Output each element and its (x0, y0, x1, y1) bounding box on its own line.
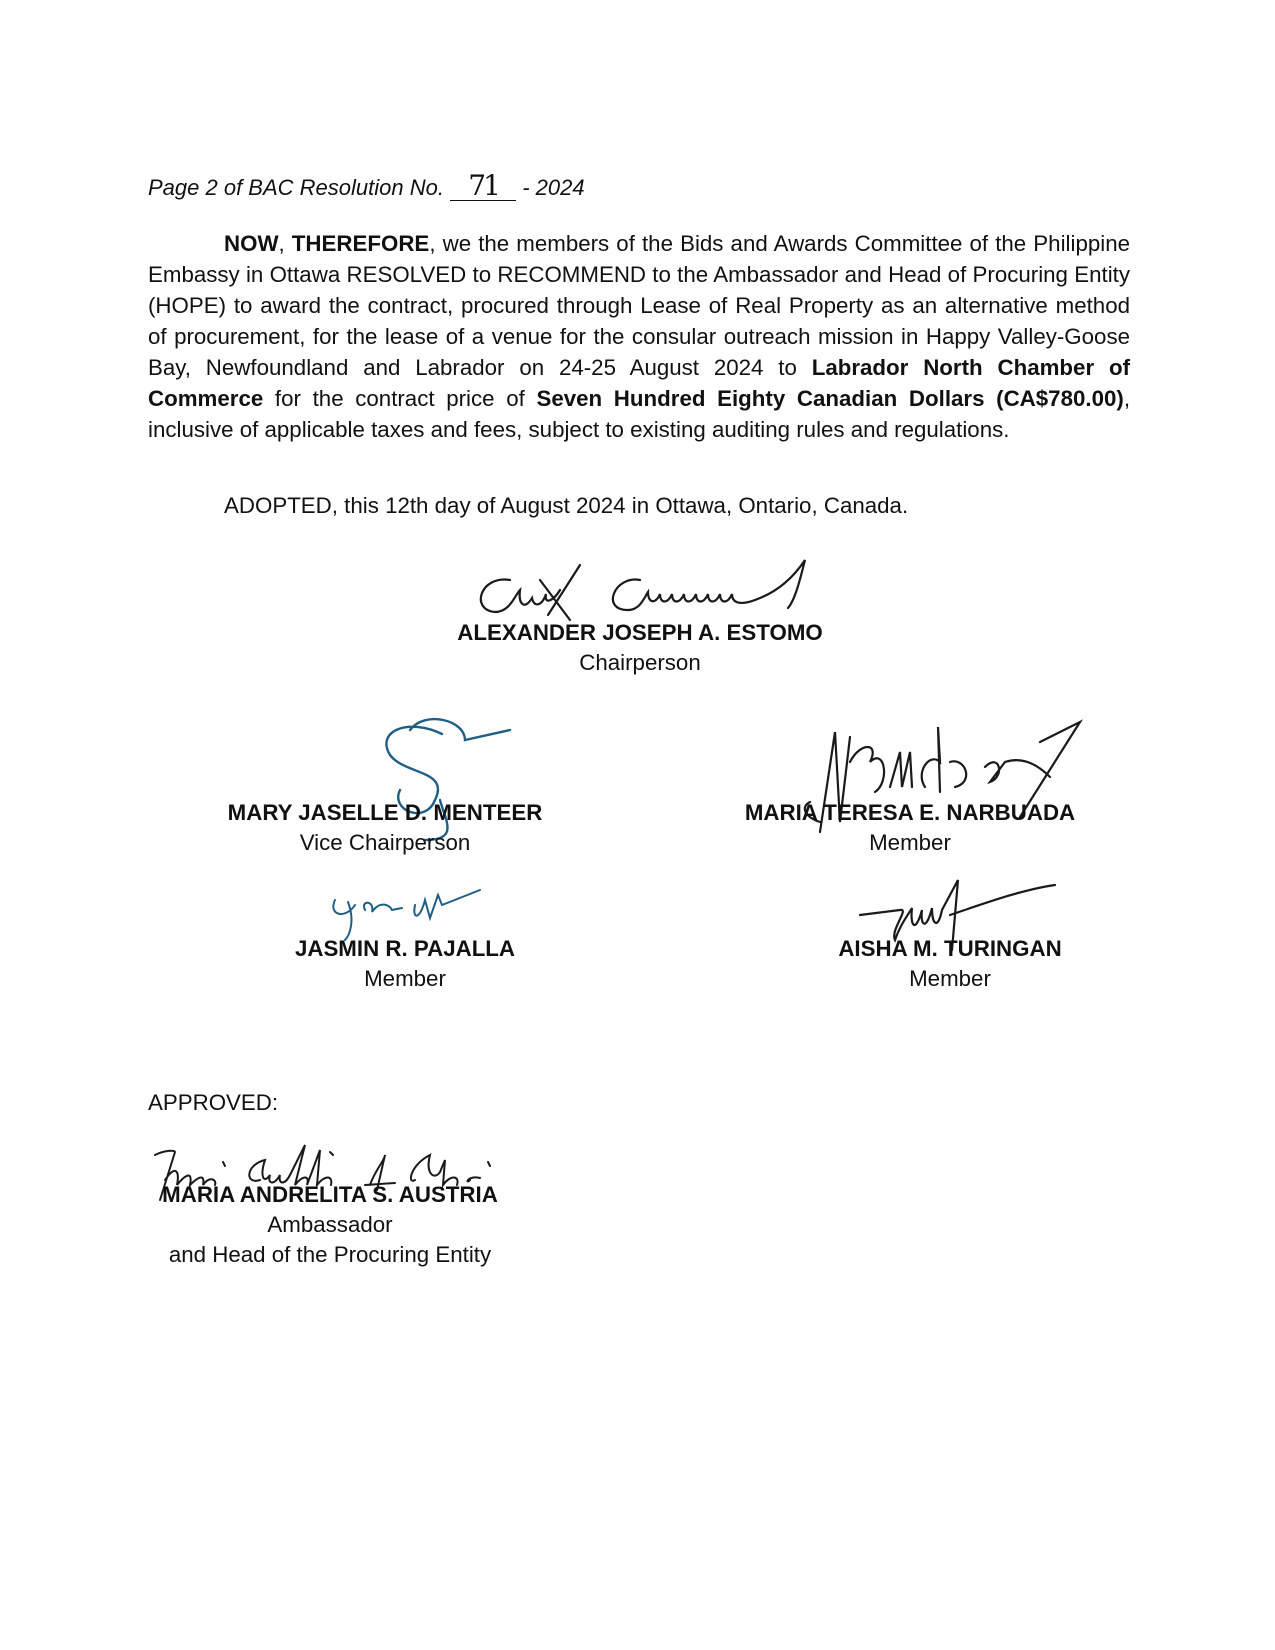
signatory-name: MARIA TERESA E. NARBUADA (744, 800, 1076, 825)
adopted-line: ADOPTED, this 12th day of August 2024 in Ottawa, Ontario, Canada. (224, 493, 909, 518)
signatory-name: MARY JASELLE D. MENTEER (227, 800, 543, 825)
header-prefix: Page 2 of BAC Resolution No. (148, 175, 444, 200)
signatory-role: Ambassador (267, 1212, 393, 1237)
signatory-role: Member (869, 830, 951, 855)
signatory-role: Chairperson (579, 650, 701, 675)
signatory-name: MARIA ANDRELITA S. AUSTRIA (162, 1182, 498, 1207)
signatory-vice (200, 798, 570, 858)
signatory-role: Member (909, 966, 991, 991)
signatory-pajalla (240, 934, 570, 994)
signatory-role: Vice Chairperson (299, 830, 471, 855)
resolution-body (148, 228, 1130, 445)
signatory-name: JASMIN R. PAJALLA (294, 936, 516, 961)
page-header (148, 169, 585, 202)
header-year: - 2024 (522, 175, 585, 200)
signatory-ambassador (130, 1180, 530, 1270)
signatory-turingan (760, 934, 1140, 994)
signatory-name: AISHA M. TURINGAN (838, 936, 1062, 961)
resolution-paragraph: NOW, THEREFORE, we the members of the Bids and Awards Committee of the Philippine Embassy in Ottawa RESOLVED to RECOMMEND to the Ambassador and Head of Procuring Entity (HOPE) to award the contract, procured through Lease of Real Property as an alternative method of procurement, for the lease of a venue for the consular outreach mission in Happy Valley-Goose Bay, Newfoundland and Labrador on 24-25 August 2024 to Labrador North Chamber of Commerce for the contract price of Seven Hundred Eighty Canadian Dollars (CA$780.00), inclusive of applicable taxes and fees, subject to existing auditing rules and regulations. (148, 231, 1131, 442)
signatory-narbuada (710, 798, 1110, 858)
resolution-number: 71 (450, 172, 516, 201)
signatory-role-continued: and Head of the Procuring Entity (168, 1242, 492, 1267)
approved-label: APPROVED: (148, 1090, 279, 1115)
signatory-name: ALEXANDER JOSEPH A. ESTOMO (457, 620, 823, 645)
signatory-chair (420, 618, 860, 678)
signatory-role: Member (364, 966, 446, 991)
